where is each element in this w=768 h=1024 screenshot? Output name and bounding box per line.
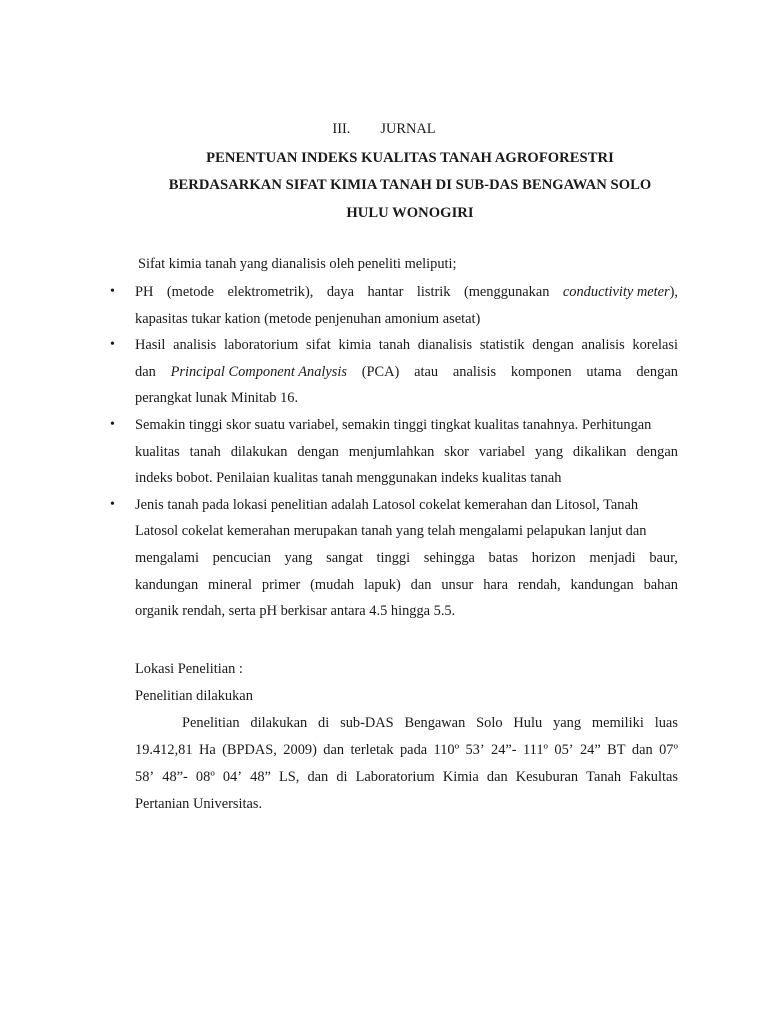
word: 08º [195,769,215,785]
word: atau [414,363,439,380]
word: dilakukan [230,443,288,460]
word: dan [307,769,329,785]
bullet-line [135,545,678,572]
word: tanah [189,443,221,460]
word: kualitas [135,443,180,460]
word: dikalikan [572,443,627,460]
bullet-marker: • [110,284,115,299]
word: listrik [416,284,451,300]
paragraph-line [135,791,678,818]
location-heading: Lokasi Penelitian : [135,661,243,677]
word: menjumlahkan [348,443,435,460]
word: dilakukan [250,715,308,731]
word: 07º [659,742,678,758]
word: Fakultas [629,769,678,785]
word: hantar [367,284,404,300]
word: (PCA) [361,363,400,380]
word: variabel [478,443,526,460]
intro-text: Sifat kimia tanah yang dianalisis oleh peneliti meliputi; [138,256,457,272]
location-paragraph [135,710,678,818]
word: BT [607,742,626,758]
bullet-line [135,412,678,439]
word: memiliki [591,715,644,731]
word: luas [654,715,678,731]
word: elektrometrik), [227,284,314,300]
word: dengan [297,443,339,460]
word: tinggi [376,549,411,566]
bullet-item [110,412,678,492]
word: dan [135,363,156,380]
word: sifat [305,337,331,354]
word: dan [323,742,345,758]
bullet-line [135,465,678,492]
word: 24”- [491,742,517,758]
word: (menggunakan [463,284,550,300]
word: hara [483,576,508,593]
word: sangat [326,549,363,566]
word: Hulu [513,715,543,731]
word: dengan [636,443,678,460]
section-number: III. [332,121,351,137]
word: Pertanian Universitas. [135,796,263,812]
word: kandungan [570,576,634,593]
word: unsur [441,576,474,593]
bullet-item [110,279,678,332]
word: Jenis tanah pada lokasi penelitian adalah Latosol cokelat kemerahan dan Litosol, Tanah [135,496,639,513]
word: horizon [531,549,576,566]
word: 53’ [465,742,485,758]
word: primer [261,576,301,593]
bullet-line [135,598,678,625]
word: dan [631,742,653,758]
word: rendah, [517,576,561,593]
word: Ha [198,742,216,758]
word: batas [488,549,519,566]
word: Laboratorium [355,769,435,785]
bullet-marker: • [110,337,115,353]
word: mineral [208,576,252,593]
word: pada [399,742,428,758]
word: (BPDAS, [222,742,277,758]
bullet-line [135,439,678,466]
section-label: JURNAL [380,121,436,137]
bullet-item [110,332,678,412]
word: Tanah [586,769,622,785]
word: Latosol cokelat kemerahan merupakan tanah yang telah mengalami pelapukan lanjut dan [135,523,647,540]
word: 58’ [135,769,155,785]
word: kandungan [135,576,199,593]
bullet-line [135,332,678,359]
bullet-marker: • [110,496,115,512]
word: lapuk) [364,576,401,593]
word: analisis [581,337,625,354]
word: (metode [166,284,215,300]
word: dianalisis [417,337,473,354]
word: dan [410,576,432,593]
word: terletak [350,742,394,758]
paragraph-line [135,737,678,764]
word: di [336,769,348,785]
word: pencucian [212,549,271,566]
word: (mudah [310,576,355,593]
word: Hasil [135,337,166,354]
word: yang [535,443,564,460]
word: komponen [510,363,572,380]
word: Semakin tinggi skor suatu variabel, semakin tinggi tingkat kualitas tanahnya. Perhitungan [135,416,652,433]
word: yang [284,549,313,566]
bullet-line [135,518,678,545]
title-line-1: PENENTUAN INDEKS KUALITAS TANAH AGROFORESTRI [206,150,614,166]
bullet-line [135,492,678,519]
bullet-line [135,572,678,599]
word: indeks bobot. Penilaian kualitas tanah menggunakan indeks kualitas tanah [135,470,562,487]
bullet-marker: • [110,416,115,432]
document-title [130,145,690,227]
word: organik rendah, serta pH berkisar antara 4.5 hingga 5.5. [135,603,456,620]
word: Bengawan [404,715,466,731]
paragraph-line [135,764,678,791]
word: PH [135,284,154,300]
word: 110º [433,742,460,758]
word: sub-DAS [340,715,394,731]
word: 05’ [554,742,574,758]
word: yang [553,715,582,731]
bullet-item [110,492,678,625]
word: perangkat lunak Minitab 16. [135,390,299,407]
word: analisis [452,363,497,380]
word: daya [326,284,355,300]
word: Solo [476,715,503,731]
word: dan [486,769,508,785]
word: bahan [643,576,678,593]
word: mengalami [135,549,199,566]
word: kimia [338,337,372,354]
bullet-list [110,279,678,625]
word: Kimia [442,769,479,785]
bullet-line [135,279,678,306]
word: 04’ [222,769,243,785]
section-heading [0,119,768,139]
word: 24” [579,742,601,758]
word: tanah [378,337,411,354]
word: analisis [173,337,217,354]
word: 111º [523,742,548,758]
bullet-line [135,359,678,386]
word: statistik [479,337,525,354]
word: LS, [278,769,300,785]
location-section [135,656,678,818]
word: Principal Component Analysis [170,363,347,380]
word: 48”- [162,769,188,785]
word: utama [586,363,622,380]
word: skor [444,443,469,460]
word: conductivity meter), [562,284,678,300]
word: korelasi [632,337,678,354]
word: sehingga [423,549,475,566]
word: 2009) [283,742,317,758]
word: dengan [636,363,678,380]
location-subheading: Penelitian dilakukan [135,688,253,704]
word: laboratorium [223,337,299,354]
title-line-3: HULU WONOGIRI [346,204,474,221]
paragraph-line [135,710,678,737]
word: Penelitian [182,715,240,731]
bullet-line [135,385,678,412]
word: di [318,715,330,731]
word: 19.412,81 [135,742,193,758]
word: menjadi [589,549,636,566]
word: baur, [649,549,678,566]
word: Kesuburan [515,769,579,785]
word: dengan [532,337,574,354]
title-line-2: BERDASARKAN SIFAT KIMIA TANAH DI SUB-DAS BENGAWAN SOLO [168,177,652,194]
word: 48” [250,769,271,785]
bullet-line [135,306,678,333]
word: kapasitas tukar kation (metode penjenuhan amonium asetat) [135,310,481,327]
